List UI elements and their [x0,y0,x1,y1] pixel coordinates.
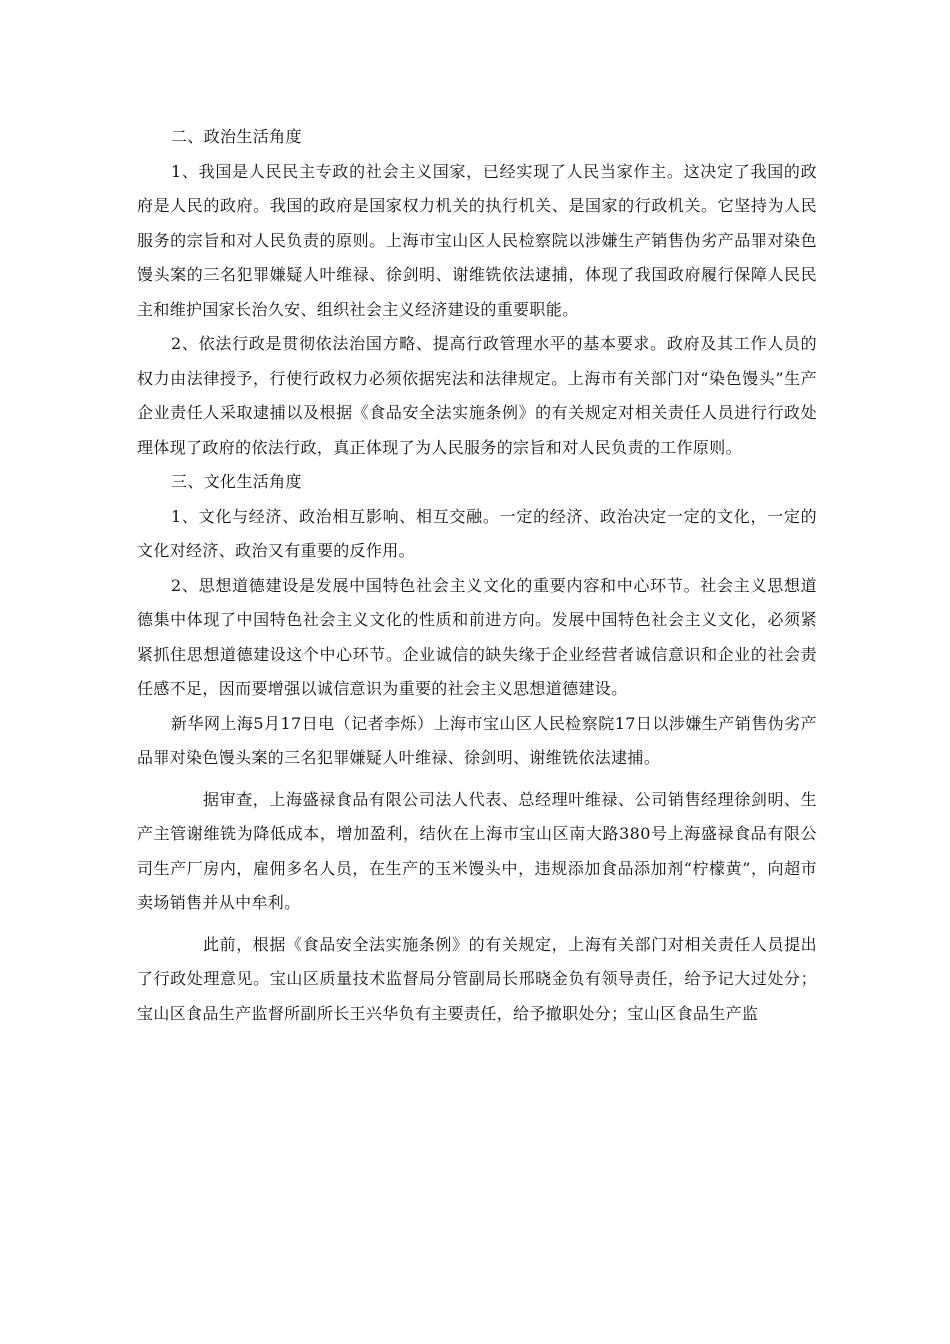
paragraph-culture-2: 2、思想道德建设是发展中国特色社会主义文化的重要内容和中心环节。社会主义思想道德集中体现了中国特色社会主义文化的性质和前进方向。发展中国特色社会主义文化，必须紧紧抓住思想道德建设这个中心环节。企业诚信的缺失缘于企业经营者诚信意识和企业的社会责任感不足，因而要增强以诚信意识为重要的社会主义思想道德建设。 [137,575,817,698]
section-heading-culture: 三、文化生活角度 [171,472,302,491]
paragraph-culture-1: 1、文化与经济、政治相互影响、相互交融。一定的经济、政治决定一定的文化，一定的文化对经济、政治又有重要的反作用。 [137,506,817,560]
section-heading-politics: 二、政治生活角度 [171,127,302,146]
paragraph-news-3: 此前，根据《食品安全法实施条例》的有关规定，上海有关部门对相关责任人员提出了行政处理意见。宝山区质量技术监督局分管副局长邢晓金负有领导责任，给予记大过处分；宝山区食品生产监督所副所长王兴华负有主要责任，给予撤职处分；宝山区食品生产监 [137,934,817,1023]
paragraph-politics-1: 1、我国是人民民主专政的社会主义国家，已经实现了人民当家作主。这决定了我国的政府是人民的政府。我国的政府是国家权力机关的执行机关、是国家的行政机关。它坚持为人民服务的宗旨和对人民负责的原则。上海市宝山区人民检察院以涉嫌生产销售伪劣产品罪对染色馒头案的三名犯罪嫌疑人叶维禄、徐剑明、谢维铣依法逮捕，体现了我国政府履行保障人民民主和维护国家长治久安、组织社会主义经济建设的重要职能。 [137,161,817,319]
document-page [137,120,817,1031]
paragraph-news-2: 据审查，上海盛禄食品有限公司法人代表、总经理叶维禄、公司销售经理徐剑明、生产主管谢维铣为降低成本，增加盈利，结伙在上海市宝山区南大路380号上海盛禄食品有限公司生产厂房内，雇佣多名人员，在生产的玉米馒头中，违规添加食品添加剂“柠檬黄”，向超市卖场销售并从中牟利。 [137,789,817,912]
paragraph-news-1: 新华网上海5月17日电（记者李烁）上海市宝山区人民检察院17日以涉嫌生产销售伪劣产品罪对染色馒头案的三名犯罪嫌疑人叶维禄、徐剑明、谢维铣依法逮捕。 [137,713,817,767]
paragraph-politics-2: 2、依法行政是贯彻依法治国方略、提高行政管理水平的基本要求。政府及其工作人员的权力由法律授予，行使行政权力必须依据宪法和法律规定。上海市有关部门对“染色馒头”生产企业责任人采取逮捕以及根据《食品安全法实施条例》的有关规定对相关责任人员进行行政处理体现了政府的依法行政，真正体现了为人民服务的宗旨和对人民负责的工作原则。 [137,334,817,457]
